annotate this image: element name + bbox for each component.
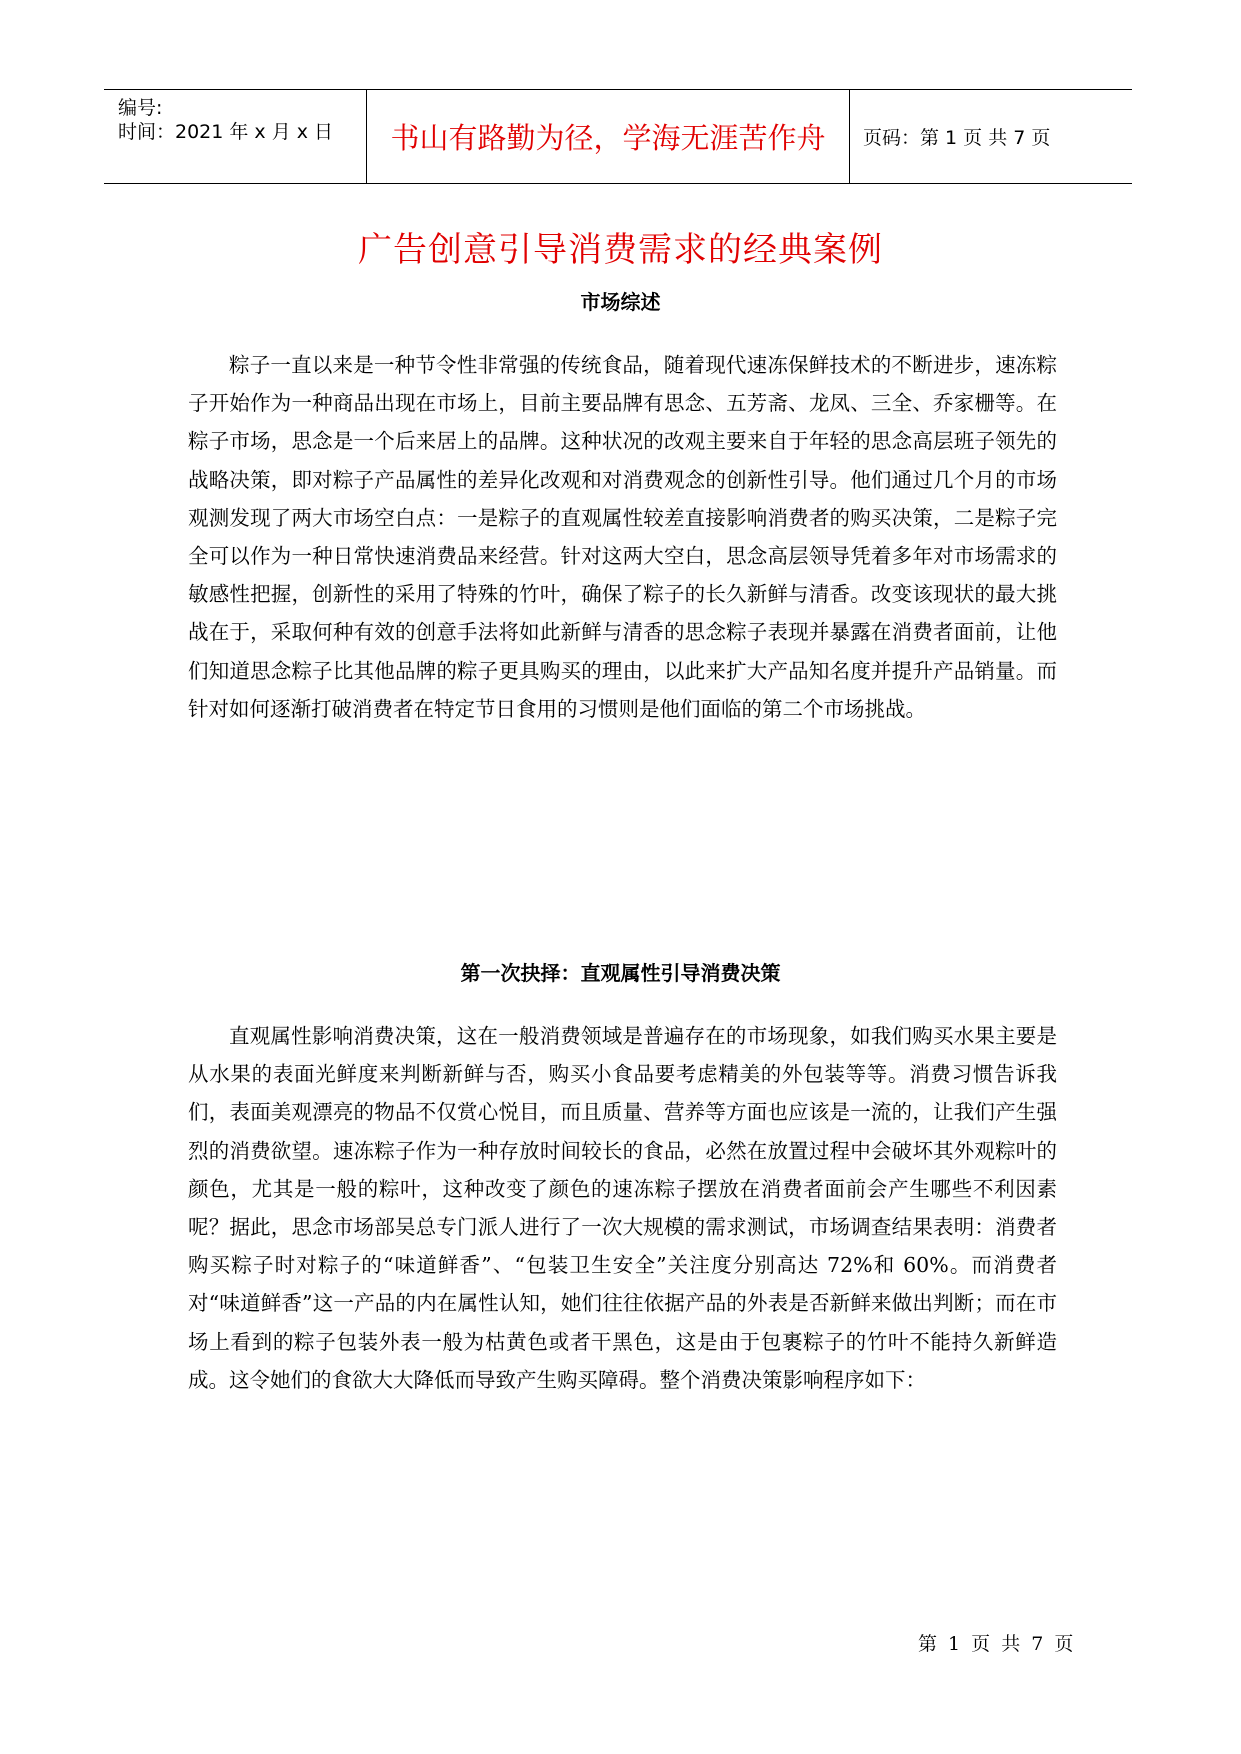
section-heading-first-choice: 第一次抉择：直观属性引导消费决策 [460, 961, 781, 985]
header-right-cell [849, 90, 1132, 183]
document-title: 广告创意引导消费需求的经典案例 [358, 230, 883, 270]
document-header [104, 89, 1132, 184]
document-number-label: 编号: [118, 97, 163, 119]
document-time-label: 时间：2021 年 x 月 x 日 [118, 121, 334, 143]
page-footer: 第 1 页 共 7 页 [918, 1633, 1074, 1655]
header-middle-cell [366, 90, 850, 183]
section-heading-market-overview: 市场综述 [580, 290, 661, 314]
header-left-cell [104, 90, 366, 183]
header-motto: 书山有路勤为径，学海无涯苦作舟 [390, 121, 826, 155]
section-paragraph-first-choice: 直观属性影响消费决策，这在一般消费领域是普遍存在的市场现象，如我们购买水果主要是从水果的表面光鲜度来判断新鲜与否，购买小食品要考虑精美的外包装等等。消费习惯告诉我们，表面美观漂亮的物品不仅赏心悦目，而且质量、营养等方面也应该是一流的，让我们产生强烈的消费欲望。速冻粽子作为一种存放时间较长的食品，必然在放置过程中会破坏其外观粽叶的颜色，尤其是一般的粽叶，这种改变了颜色的速冻粽子摆放在消费者面前会产生哪些不利因素呢？据此，思念市场部吴总专门派人进行了一次大规模的需求测试，市场调查结果表明：消费者购买粽子时对粽子的“味道鲜香”、“包装卫生安全”关注度分别高达 72%和 60%。而消费者对“味道鲜香”这一产品的内在属性认知，她们往往依据产品的外表是否新鲜来做出判断；而在市场上看到的粽子包装外表一般为枯黄色或者干黑色，这是由于包裹粽子的竹叶不能持久新鲜造成。这令她们的食欲大大降低而导致产生购买障碍。整个消费决策影响程序如下： [188, 1024, 1057, 1392]
header-page-code: 页码：第 1 页 共 7 页 [863, 127, 1051, 149]
section-paragraph-market-overview: 粽子一直以来是一种节令性非常强的传统食品，随着现代速冻保鲜技术的不断进步，速冻粽子开始作为一种商品出现在市场上，目前主要品牌有思念、五芳斋、龙凤、三全、乔家栅等。在粽子市场，思念是一个后来居上的品牌。这种状况的改观主要来自于年轻的思念高层班子领先的战略决策，即对粽子产品属性的差异化改观和对消费观念的创新性引导。他们通过几个月的市场观测发现了两大市场空白点：一是粽子的直观属性较差直接影响消费者的购买决策，二是粽子完全可以作为一种日常快速消费品来经营。针对这两大空白，思念高层领导凭着多年对市场需求的敏感性把握，创新性的采用了特殊的竹叶，确保了粽子的长久新鲜与清香。改变该现状的最大挑战在于，采取何种有效的创意手法将如此新鲜与清香的思念粽子表现并暴露在消费者面前，让他们知道思念粽子比其他品牌的粽子更具购买的理由，以此来扩大产品知名度并提升产品销量。而针对如何逐渐打破消费者在特定节日食用的习惯则是他们面临的第二个市场挑战。 [188, 353, 1057, 721]
